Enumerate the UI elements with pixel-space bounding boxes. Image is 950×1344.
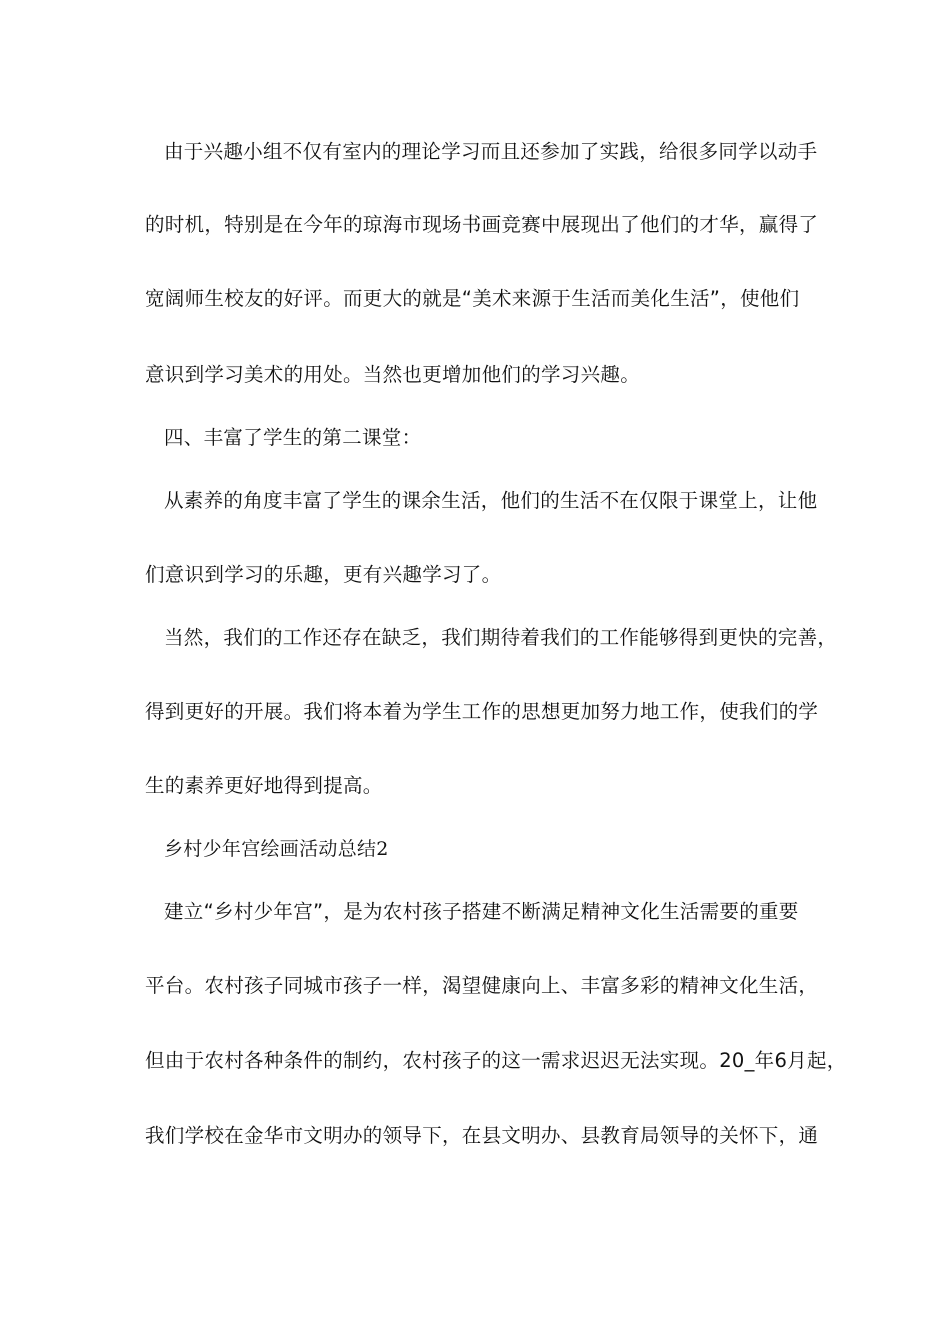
paragraph-line: 生的素养更好地得到提高。 [145,774,383,797]
paragraph-line: 从素养的角度丰富了学生的课余生活，他们的生活不在仅限于课堂上，让他 [164,489,818,512]
section-heading: 四、丰富了学生的第二课堂： [164,426,422,449]
paragraph-line: 但由于农村各种条件的制约，农村孩子的这一需求迟迟无法实现。20_年6月起， [145,1049,847,1072]
paragraph-line: 建立“乡村少年宫”，是为农村孩子搭建不断满足精神文化生活需要的重要 [164,900,799,923]
paragraph-line: 们意识到学习的乐趣，更有兴趣学习了。 [145,563,502,586]
paragraph-line: 得到更好的开展。我们将本着为学生工作的思想更加努力地工作，使我们的学 [145,700,819,723]
paragraph-line: 意识到学习美术的用处。当然也更增加他们的学习兴趣。 [145,363,641,386]
article-title: 乡村少年宫绘画活动总结2 [164,838,389,860]
paragraph-line: 我们学校在金华市文明办的领导下，在县文明办、县教育局领导的关怀下，通 [145,1124,819,1147]
paragraph-line: 当然，我们的工作还存在缺乏，我们期待着我们的工作能够得到更快的完善， [164,626,838,649]
paragraph-line: 的时机，特别是在今年的琼海市现场书画竞赛中展现出了他们的才华，赢得了 [145,213,819,236]
paragraph-line: 由于兴趣小组不仅有室内的理论学习而且还参加了实践，给很多同学以动手 [164,140,818,163]
paragraph-line: 宽阔师生校友的好评。而更大的就是“美术来源于生活而美化生活”，使他们 [145,287,800,310]
paragraph-line: 平台。农村孩子同城市孩子一样，渴望健康向上、丰富多彩的精神文化生活， [145,974,819,997]
